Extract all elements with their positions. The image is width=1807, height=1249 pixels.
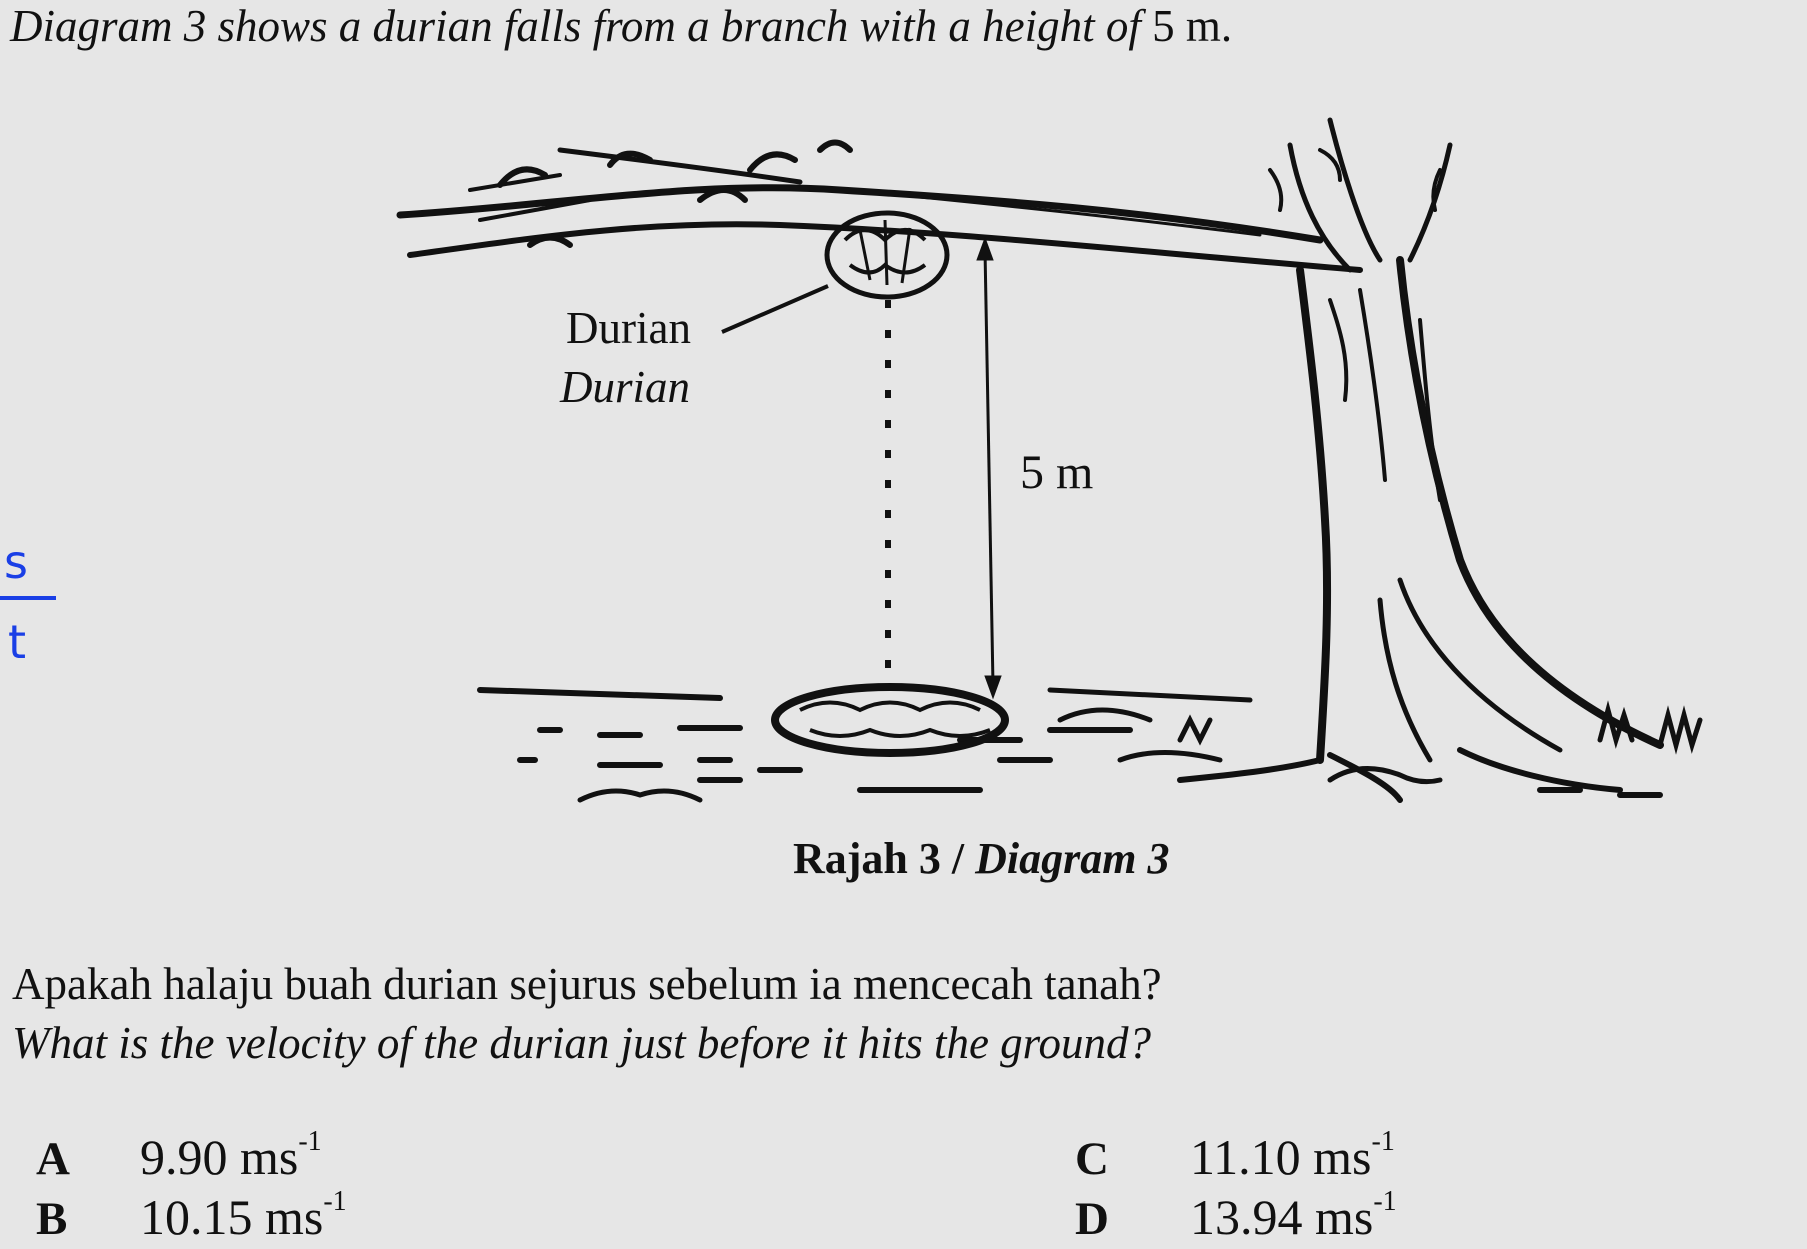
option-c-letter[interactable]: C [1075,1133,1109,1185]
annotation-denominator: t [8,615,27,669]
option-d-value[interactable]: 13.94 $ms^{-1}$ [1190,1186,1397,1245]
intro-height: 5 m. [1152,1,1233,51]
durian-label-malay: Durian [566,303,691,353]
label-pointer [722,286,828,332]
height-label: 5 m [1020,446,1094,499]
question-malay: Apakah halaju buah durian sejurus sebelum ia mencecah tanah? [12,959,1162,1009]
option-c-value[interactable]: 11.10 $ms^{-1}$ [1190,1126,1395,1185]
durian-on-branch [827,213,947,297]
caption-malay: Rajah 3 / [793,834,976,883]
height-arrow [977,238,1001,698]
diagram-caption [793,833,1169,884]
option-b-letter[interactable]: B [36,1193,68,1245]
durian-label-english: Durian [560,362,691,412]
option-a-value[interactable]: 9.90 $ms^{-1}$ [140,1126,322,1185]
caption-english: Diagram 3 [975,834,1170,883]
handwritten-annotation [0,530,70,670]
intro-prefix: Diagram 3 shows a durian falls from a branch with a height of [10,1,1153,51]
question-english: What is the velocity of the durian just before it hits the ground? [12,1018,1152,1068]
option-b-value[interactable]: 10.15 $ms^{-1}$ [140,1186,347,1245]
durian-on-ground [775,687,1005,753]
ground [480,690,1700,800]
option-a-letter[interactable]: A [36,1133,70,1185]
annotation-numerator: s [4,535,28,589]
option-d-letter[interactable]: D [1075,1193,1109,1245]
